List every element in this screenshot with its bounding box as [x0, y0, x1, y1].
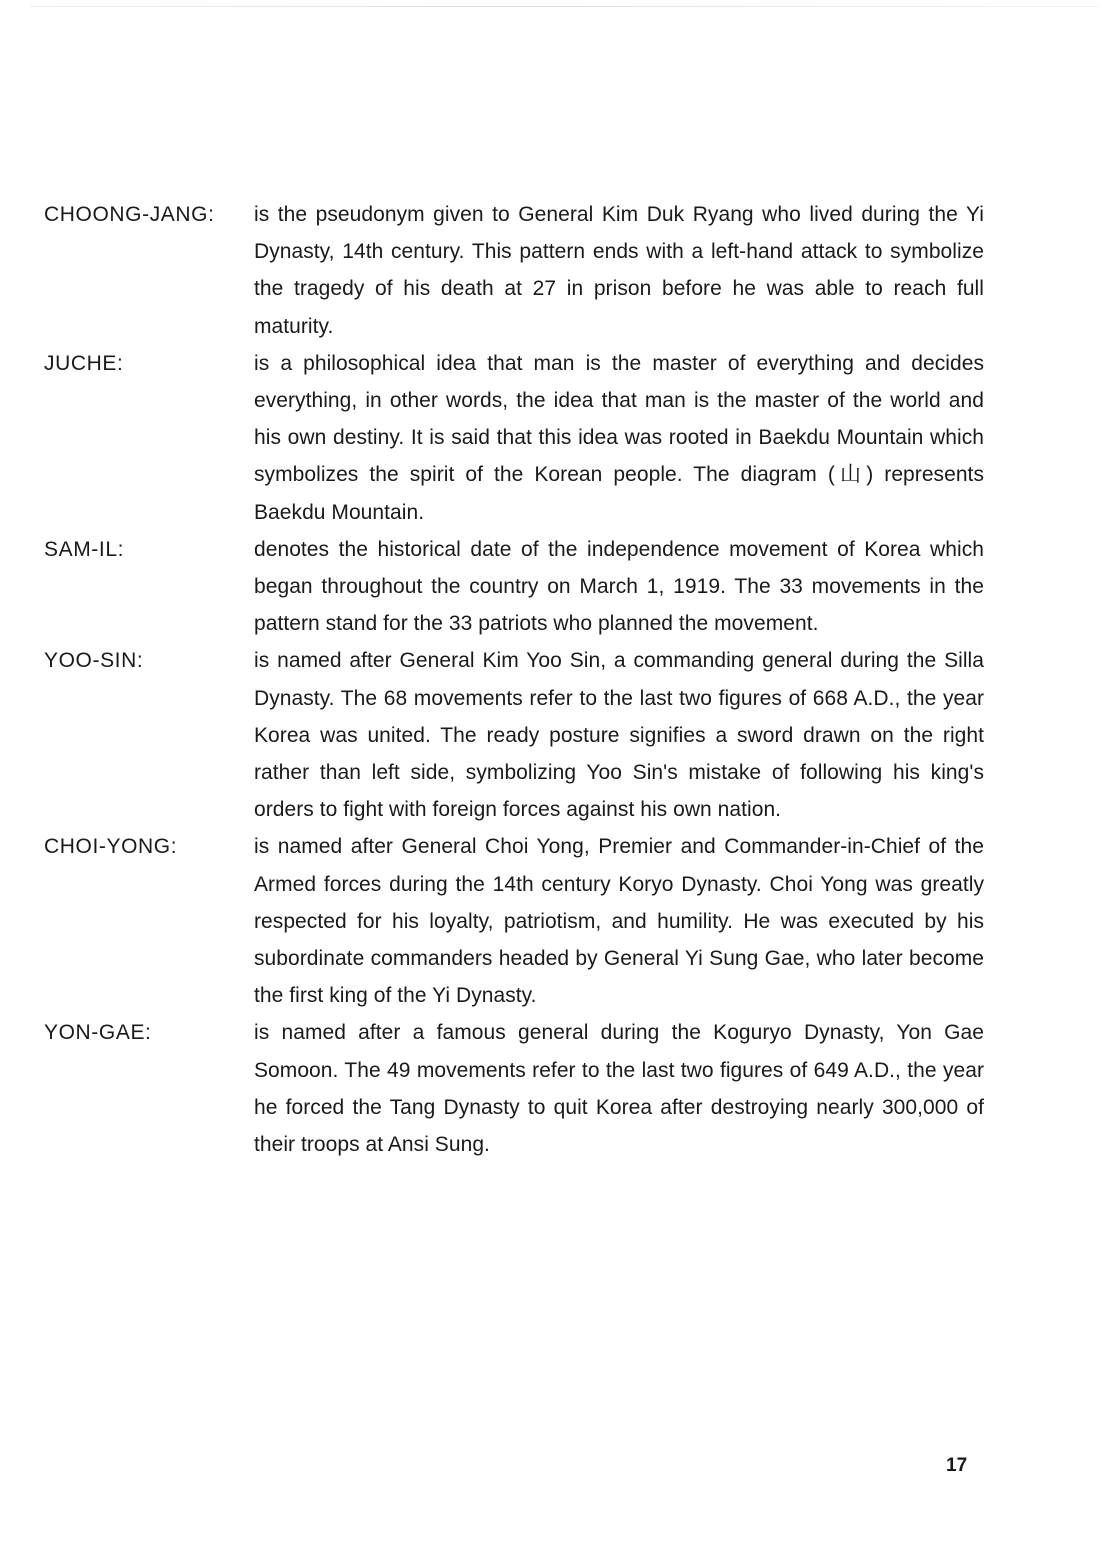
entry-choi-yong	[44, 828, 984, 1014]
definition-yon-gae: is named after a famous general during the Koguryo Dynasty, Yon Gae Somoon. The 49 movements refer to the last two figures of 649 A.D., the year he forced the Tang Dynasty to quit Korea after destroying nearly 300,000 of their troops at Ansi Sung.	[254, 1021, 984, 1157]
definition-juche: is a philosophical idea that man is the master of everything and decides everything, in other words, the idea that man is the master of the world and his own destiny. It is said that this idea was rooted in Baekdu Mountain which symbolizes the spirit of the Korean people. The diagram (山) represents Baekdu Mountain.	[254, 351, 984, 524]
scan-edge-line	[30, 6, 1099, 7]
term-yon-gae: YON-GAE:	[44, 1021, 152, 1045]
entry-juche	[44, 345, 984, 531]
term-yoo-sin: YOO-SIN:	[44, 649, 144, 673]
definition-sam-il: denotes the historical date of the independence movement of Korea which began throughout the country on March 1, 1919. The 33 movements in the pattern stand for the 33 patriots who planned the movement.	[254, 537, 984, 636]
page-number: 17	[946, 1455, 968, 1476]
entry-sam-il	[44, 531, 984, 643]
pattern-glossary	[44, 196, 984, 1163]
entry-yon-gae	[44, 1014, 984, 1163]
definition-yoo-sin: is named after General Kim Yoo Sin, a commanding general during the Silla Dynasty. The 68 movements refer to the last two figures of 668 A.D., the year Korea was united. The ready posture signifies a sword drawn on the right rather than left side, symbolizing Yoo Sin's mistake of following his king's orders to fight with foreign forces against his own nation.	[254, 649, 984, 822]
term-juche: JUCHE:	[44, 351, 124, 375]
entry-choong-jang	[44, 196, 984, 345]
entry-yoo-sin	[44, 642, 984, 828]
term-sam-il: SAM-IL:	[44, 537, 125, 561]
definition-choi-yong: is named after General Choi Yong, Premier and Commander-in-Chief of the Armed forces during the 14th century Koryo Dynasty. Choi Yong was greatly respected for his loyalty, patriotism, and humility. He was executed by his subordinate commanders headed by General Yi Sung Gae, who later become the first king of the Yi Dynasty.	[254, 835, 984, 1008]
definition-choong-jang: is the pseudonym given to General Kim Duk Ryang who lived during the Yi Dynasty, 14th century. This pattern ends with a left-hand attack to symbolize the tragedy of his death at 27 in prison before he was able to reach full maturity.	[254, 203, 984, 338]
term-choong-jang: CHOONG-JANG:	[44, 203, 215, 226]
term-choi-yong: CHOI-YONG:	[44, 835, 178, 859]
